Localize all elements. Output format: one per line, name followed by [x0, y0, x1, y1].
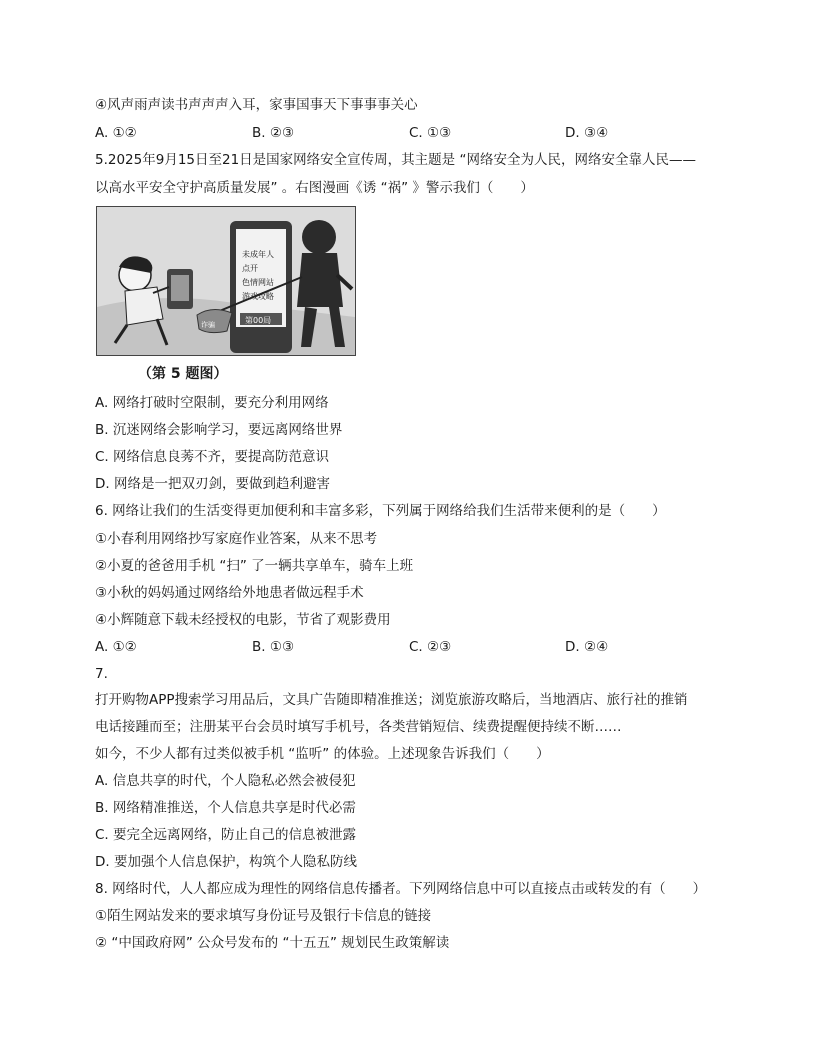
q6-option-a: A. ①②: [95, 639, 137, 655]
q4-option-d: D. ③④: [565, 125, 609, 141]
q6-options: [95, 638, 715, 656]
q6-item-4: ④小辉随意下载未经授权的电影，节省了观影费用: [95, 612, 391, 628]
q5-option-d: D. 网络是一把双刃剑，要做到趋利避害: [95, 476, 330, 492]
q4-option-b: B. ②③: [252, 125, 295, 141]
q7-stem-line2: 电话接踵而至；注册某平台会员时填写手机号，各类营销短信、续费提醒便持续不断……: [95, 719, 622, 735]
q8-item-1: ①陌生网站发来的要求填写身份证号及银行卡信息的链接: [95, 908, 432, 924]
q5-option-c: C. 网络信息良莠不齐，要提高防范意识: [95, 449, 330, 465]
q6-stem: 6. 网络让我们的生活变得更加便利和丰富多彩，下列属于网络给我们生活带来便利的是（ ）: [95, 503, 666, 519]
q6-option-b: B. ①③: [252, 639, 295, 655]
trap-label: 诈骗: [201, 321, 215, 329]
q7-option-b: B. 网络精准推送，个人信息共享是时代必需: [95, 800, 356, 816]
q6-option-d: D. ②④: [565, 639, 609, 655]
q8-item-2: ② “中国政府网” 公众号发布的 “十五五” 规划民生政策解读: [95, 935, 450, 951]
q7-stem-line3: 如今，不少人都有过类似被手机 “监听” 的体验。上述现象告诉我们（ ）: [95, 746, 550, 762]
svg-text:色情网站: 色情网站: [242, 278, 274, 287]
cartoon-illustration: [97, 207, 355, 355]
svg-text:点开: 点开: [242, 264, 258, 273]
q7-option-a: A. 信息共享的时代，个人隐私必然会被侵犯: [95, 773, 356, 789]
svg-text:游戏攻略: 游戏攻略: [242, 292, 274, 301]
q4-option-c: C. ①③: [409, 125, 452, 141]
q6-item-1: ①小春利用网络抄写家庭作业答案，从来不思考: [95, 531, 378, 547]
q6-item-3: ③小秋的妈妈通过网络给外地患者做远程手术: [95, 585, 364, 601]
q4-item-4: ④风声雨声读书声声声入耳，家事国事天下事事事关心: [95, 97, 418, 113]
q5-stem-line2: 以高水平安全守护高质量发展” 。右图漫画《诱 “祸” 》警示我们（ ）: [95, 180, 534, 196]
q6-item-2: ②小夏的爸爸用手机 “扫” 了一辆共享单车，骑车上班: [95, 558, 414, 574]
q7-option-d: D. 要加强个人信息保护，构筑个人隐私防线: [95, 854, 357, 870]
q7-stem-line1: 打开购物APP搜索学习用品后，文具广告随即精准推送；浏览旅游攻略后，当地酒店、旅行社的推销: [95, 692, 688, 708]
q5-stem-line1: 5.2025年9月15日至21日是国家网络安全宣传周，其主题是 “网络安全为人民，网络安全靠人民——: [95, 152, 696, 168]
q4-option-a: A. ①②: [95, 125, 137, 141]
q7-number: 7.: [95, 666, 108, 682]
q5-figure-caption: （第 5 题图）: [138, 366, 228, 382]
phone-banner-text: 第00局: [245, 316, 272, 325]
q5-option-a: A. 网络打破时空限制，要充分利用网络: [95, 395, 329, 411]
phone-screen-text: 未成年人: [242, 250, 274, 259]
q6-option-c: C. ②③: [409, 639, 452, 655]
q7-option-c: C. 要完全远离网络，防止自己的信息被泄露: [95, 827, 357, 843]
q8-stem: 8. 网络时代，人人都应成为理性的网络信息传播者。下列网络信息中可以直接点击或转发的有（ ）: [95, 881, 707, 897]
q5-option-b: B. 沉迷网络会影响学习，要远离网络世界: [95, 422, 343, 438]
q5-cartoon-figure: [96, 206, 356, 356]
q4-options: [95, 124, 715, 142]
